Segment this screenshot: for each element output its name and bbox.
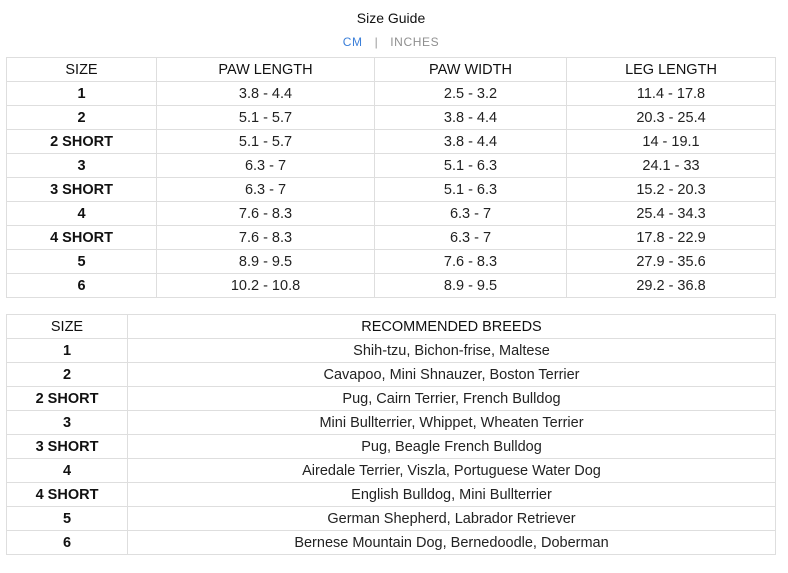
paw-length-cell: 5.1 - 5.7 <box>157 106 375 130</box>
table-row <box>7 250 776 274</box>
header-recommended-breeds: RECOMMENDED BREEDS <box>128 315 776 339</box>
breeds-cell: Pug, Beagle French Bulldog <box>128 435 776 459</box>
header-paw-length: PAW LENGTH <box>157 58 375 82</box>
unit-toggle <box>0 35 782 49</box>
size-cell: 4 <box>7 202 157 226</box>
breeds-header-row <box>7 315 776 339</box>
table-row <box>7 106 776 130</box>
size-cell: 1 <box>7 339 128 363</box>
size-cell: 2 SHORT <box>7 130 157 154</box>
leg-length-cell: 25.4 - 34.3 <box>567 202 776 226</box>
leg-length-cell: 14 - 19.1 <box>567 130 776 154</box>
paw-width-cell: 3.8 - 4.4 <box>375 130 567 154</box>
breeds-cell: Shih-tzu, Bichon-frise, Maltese <box>128 339 776 363</box>
leg-length-cell: 27.9 - 35.6 <box>567 250 776 274</box>
table-row <box>7 82 776 106</box>
measurements-table <box>6 57 776 298</box>
header-size: SIZE <box>7 58 157 82</box>
paw-length-cell: 3.8 - 4.4 <box>157 82 375 106</box>
paw-width-cell: 3.8 - 4.4 <box>375 106 567 130</box>
leg-length-cell: 17.8 - 22.9 <box>567 226 776 250</box>
header-size: SIZE <box>7 315 128 339</box>
paw-width-cell: 7.6 - 8.3 <box>375 250 567 274</box>
table-row <box>7 178 776 202</box>
breeds-cell: Airedale Terrier, Viszla, Portuguese Water Dog <box>128 459 776 483</box>
table-row <box>7 363 776 387</box>
paw-width-cell: 5.1 - 6.3 <box>375 178 567 202</box>
size-cell: 5 <box>7 507 128 531</box>
table-row <box>7 226 776 250</box>
table-row <box>7 130 776 154</box>
header-leg-length: LEG LENGTH <box>567 58 776 82</box>
size-cell: 2 <box>7 363 128 387</box>
paw-width-cell: 6.3 - 7 <box>375 202 567 226</box>
breeds-table <box>6 314 776 555</box>
size-cell: 6 <box>7 274 157 298</box>
size-cell: 4 SHORT <box>7 483 128 507</box>
breeds-cell: Cavapoo, Mini Shnauzer, Boston Terrier <box>128 363 776 387</box>
leg-length-cell: 29.2 - 36.8 <box>567 274 776 298</box>
size-cell: 4 <box>7 459 128 483</box>
breeds-cell: Pug, Cairn Terrier, French Bulldog <box>128 387 776 411</box>
size-cell: 3 <box>7 411 128 435</box>
paw-length-cell: 5.1 - 5.7 <box>157 130 375 154</box>
paw-width-cell: 5.1 - 6.3 <box>375 154 567 178</box>
size-cell: 2 <box>7 106 157 130</box>
table-row <box>7 531 776 555</box>
paw-length-cell: 8.9 - 9.5 <box>157 250 375 274</box>
size-cell: 1 <box>7 82 157 106</box>
page-title: Size Guide <box>356 10 426 26</box>
size-cell: 5 <box>7 250 157 274</box>
unit-cm-tab[interactable]: CM <box>342 35 363 49</box>
paw-length-cell: 6.3 - 7 <box>157 178 375 202</box>
paw-width-cell: 8.9 - 9.5 <box>375 274 567 298</box>
breeds-cell: German Shepherd, Labrador Retriever <box>128 507 776 531</box>
table-row <box>7 274 776 298</box>
paw-length-cell: 7.6 - 8.3 <box>157 226 375 250</box>
size-cell: 6 <box>7 531 128 555</box>
breeds-cell: Mini Bullterrier, Whippet, Wheaten Terrier <box>128 411 776 435</box>
leg-length-cell: 24.1 - 33 <box>567 154 776 178</box>
leg-length-cell: 11.4 - 17.8 <box>567 82 776 106</box>
breeds-cell: English Bulldog, Mini Bullterrier <box>128 483 776 507</box>
paw-length-cell: 7.6 - 8.3 <box>157 202 375 226</box>
size-cell: 3 SHORT <box>7 178 157 202</box>
leg-length-cell: 20.3 - 25.4 <box>567 106 776 130</box>
table-row <box>7 459 776 483</box>
size-cell: 2 SHORT <box>7 387 128 411</box>
breeds-cell: Bernese Mountain Dog, Bernedoodle, Doberman <box>128 531 776 555</box>
table-row <box>7 411 776 435</box>
unit-separator: | <box>374 35 379 49</box>
table-row <box>7 483 776 507</box>
paw-width-cell: 6.3 - 7 <box>375 226 567 250</box>
paw-length-cell: 6.3 - 7 <box>157 154 375 178</box>
paw-length-cell: 10.2 - 10.8 <box>157 274 375 298</box>
size-cell: 3 <box>7 154 157 178</box>
measurements-header-row <box>7 58 776 82</box>
table-row <box>7 154 776 178</box>
size-cell: 3 SHORT <box>7 435 128 459</box>
size-cell: 4 SHORT <box>7 226 157 250</box>
leg-length-cell: 15.2 - 20.3 <box>567 178 776 202</box>
table-row <box>7 202 776 226</box>
table-row <box>7 387 776 411</box>
table-row <box>7 339 776 363</box>
table-row <box>7 435 776 459</box>
header-paw-width: PAW WIDTH <box>375 58 567 82</box>
table-row <box>7 507 776 531</box>
unit-inches-tab[interactable]: INCHES <box>390 35 440 49</box>
paw-width-cell: 2.5 - 3.2 <box>375 82 567 106</box>
